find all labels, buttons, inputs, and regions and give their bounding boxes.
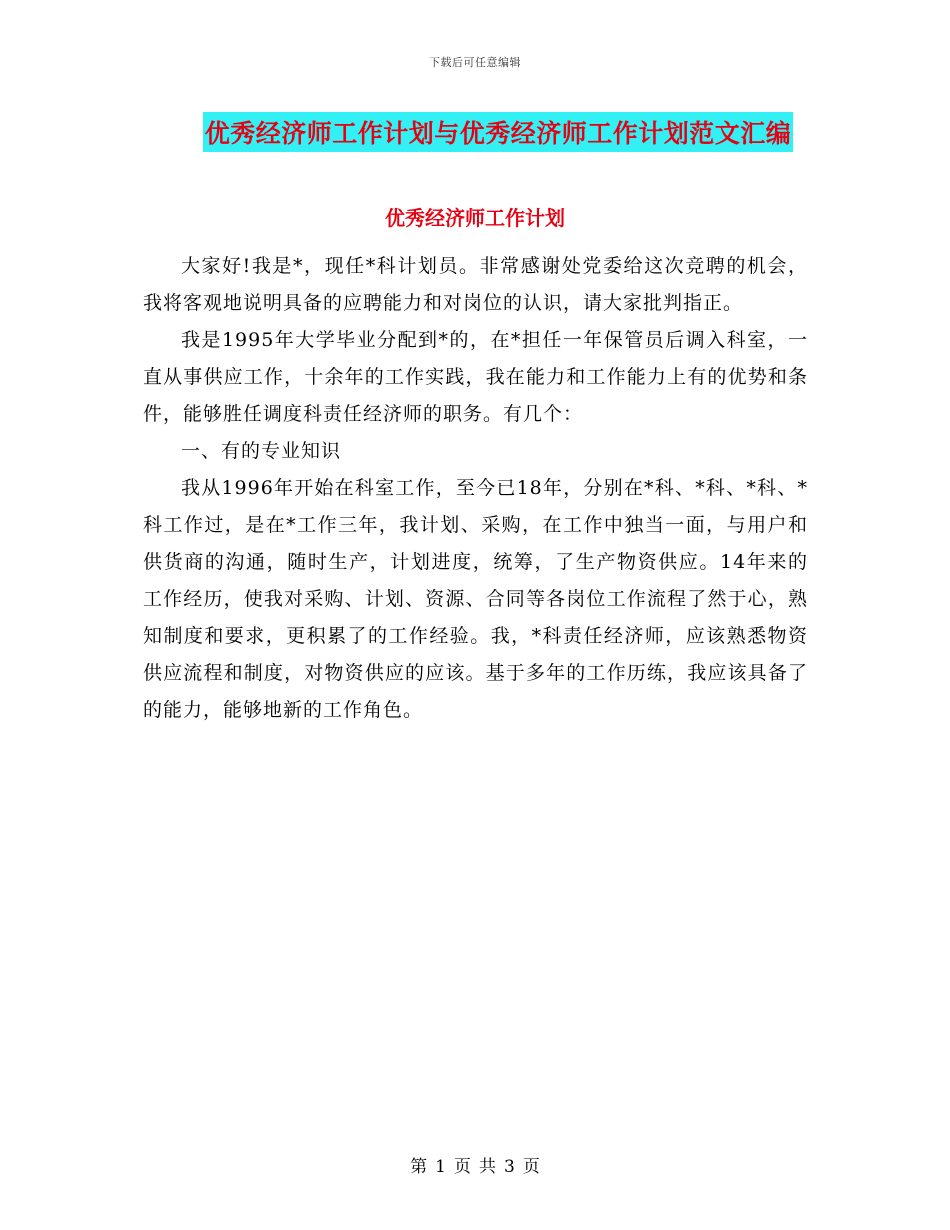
section-title: 优秀经济师工作计划: [385, 206, 565, 230]
footer-label-ye-2: 页: [522, 1157, 540, 1177]
footer-label-ye: 页: [454, 1157, 471, 1177]
document-title-row: [0, 112, 950, 152]
paragraph-experience: 我从1996年开始在科室工作，至今已18年，分别在*科、*科、*科、*科工作过，是在*工作三年，我计划、采购，在工作中独当一面，与用户和供货商的沟通，随时生产，计划进度，统筹，了生产物资供应。14年来的工作经历，使我对采购、计划、资源、合同等各岗位工作流程了然于心，熟知制度和要求，更积累了的工作经验。我，*科责任经济师，应该熟悉物资供应流程和制度，对物资供应的应该。基于多年的工作历练，我应该具备了的能力，能够地新的工作角色。: [143, 477, 808, 721]
page-footer: [0, 1152, 950, 1177]
footer-page-total: 3: [504, 1157, 515, 1177]
document-title: 优秀经济师工作计划与优秀经济师工作计划范文汇编: [203, 112, 794, 152]
footer-label-di: 第: [410, 1157, 428, 1177]
paragraph-greeting: 大家好!我是*，现任*科计划员。非常感谢处党委给这次竞聘的机会，我将客观地说明具备的应聘能力和对岗位的认识，请大家批判指正。: [143, 255, 808, 314]
body-text: [143, 248, 808, 729]
paragraph-background: 我是1995年大学毕业分配到*的，在*担任一年保管员后调入科室，一直从事供应工作，十余年的工作实践，我在能力和工作能力上有的优势和条件，能够胜任调度科责任经济师的职务。有几个：: [143, 329, 808, 425]
footer-label-gong: 共: [479, 1157, 496, 1177]
header-note: 下载后可任意编辑: [429, 56, 521, 69]
paragraph-heading-1: 一、有的专业知识: [181, 440, 342, 462]
footer-page-current: 1: [435, 1157, 446, 1177]
